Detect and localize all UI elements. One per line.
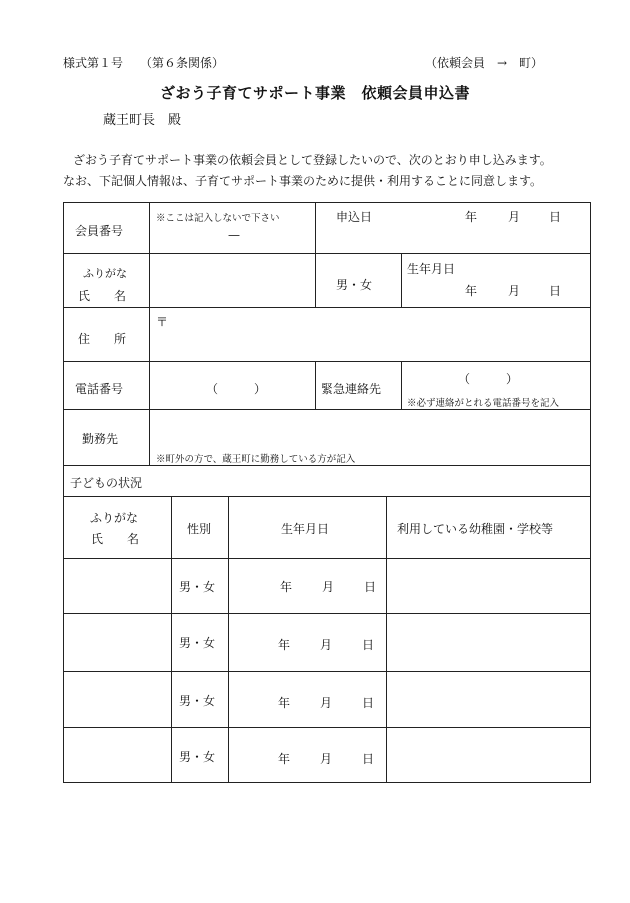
emergency-area-paren: （ ） [458,372,519,386]
child-gender-option[interactable]: 男・女 [179,580,216,594]
child-birth-year: 年 [278,696,291,710]
workplace-field[interactable] [150,410,590,465]
intro-line-2: なお、下記個人情報は、子育てサポート事業のために提供・利用することに同意します。 [63,174,543,188]
child-name-field[interactable] [64,614,171,671]
child-furigana-header: ふりがな [90,511,139,525]
child-gender-option[interactable]: 男・女 [179,636,216,650]
child-birth-year: 年 [278,638,291,652]
emergency-contact-label: 緊急連絡先 [321,382,382,396]
apply-year: 年 [465,210,478,224]
address-field[interactable] [150,308,590,361]
child-birth-year: 年 [280,580,293,594]
phone-area-paren: （ ） [206,382,267,396]
birthdate-label: 生年月日 [407,262,456,276]
name-field[interactable] [150,254,315,307]
apply-day: 日 [549,210,562,224]
child-gender-option[interactable]: 男・女 [179,750,216,764]
child-name-field[interactable] [64,728,171,782]
phone-field[interactable] [150,362,315,409]
emergency-contact-field[interactable] [402,362,590,409]
child-birth-day: 日 [362,696,375,710]
child-birthdate-header: 生年月日 [281,522,330,536]
intro-line-1: ざおう子育てサポート事業の依頼会員として登録したいので、次のとおり申し込みます。 [73,153,552,167]
addressee: 蔵王町長 殿 [103,113,182,128]
emergency-contact-note: ※必ず連絡がとれる電話番号を記入 [407,398,560,409]
route-note: （依頼会員 → 町） [425,56,544,70]
child-birth-month: 月 [322,580,335,594]
child-school-field[interactable] [387,728,590,782]
apply-date-field[interactable] [400,203,590,253]
gender-option[interactable]: 男・女 [336,278,373,292]
child-gender-option[interactable]: 男・女 [179,694,216,708]
member-number-label: 会員番号 [75,224,124,238]
child-birth-day: 日 [362,752,375,766]
postal-mark: 〒 [156,315,169,329]
member-number-dash: — [228,228,240,242]
child-birth-month: 月 [320,696,333,710]
child-name-field[interactable] [64,559,171,613]
member-number-field[interactable] [150,203,315,253]
phone-label: 電話番号 [75,382,124,396]
workplace-note: ※町外の方で、蔵王町に勤務している方が記入 [156,454,356,465]
article-reference: （第６条関係） [140,56,225,70]
children-section-label: 子どもの状況 [70,476,143,490]
child-name-field[interactable] [64,672,171,727]
apply-month: 月 [508,210,521,224]
birth-month: 月 [508,284,521,298]
member-number-note: ※ここは記入しないで下さい [156,213,280,224]
child-school-header: 利用している幼稚園・学校等 [397,522,554,536]
child-school-field[interactable] [387,614,590,671]
child-birth-year: 年 [278,752,291,766]
birth-day: 日 [549,284,562,298]
child-school-field[interactable] [387,672,590,727]
page-title: ざおう子育てサポート事業 依頼会員申込書 [159,84,470,102]
child-school-field[interactable] [387,559,590,613]
apply-date-label: 申込日 [336,210,373,224]
furigana-label: ふりがな [83,267,127,280]
child-birth-day: 日 [364,580,377,594]
workplace-label: 勤務先 [82,432,119,446]
birth-year: 年 [465,284,478,298]
child-birth-month: 月 [320,638,333,652]
child-name-header: 氏 名 [91,532,140,546]
child-birth-month: 月 [320,752,333,766]
child-birth-day: 日 [362,638,375,652]
name-label: 氏 名 [78,289,127,303]
address-label: 住 所 [78,332,127,346]
child-gender-header: 性別 [187,522,212,536]
form-number: 様式第１号 [63,56,124,70]
